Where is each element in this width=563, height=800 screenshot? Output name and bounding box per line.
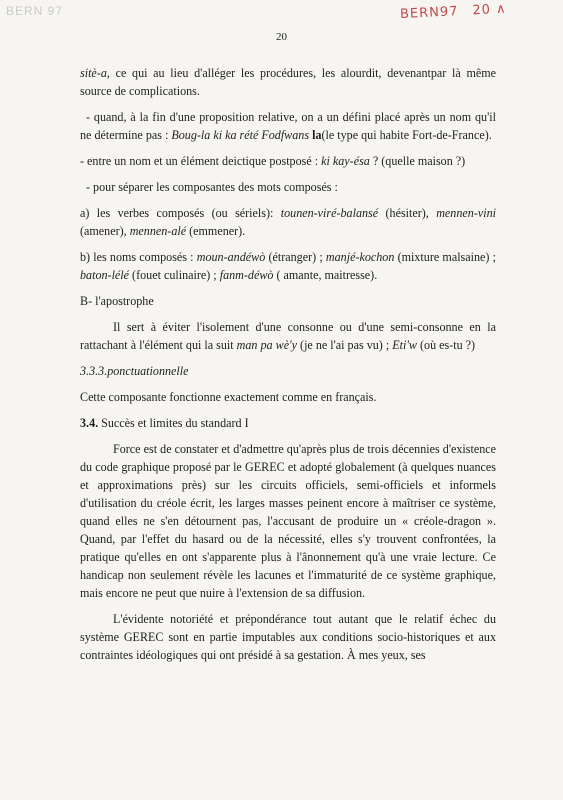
body-text bbox=[80, 64, 496, 672]
section-heading bbox=[80, 414, 496, 432]
subsection-heading: B- l'apostrophe bbox=[80, 294, 154, 308]
archive-annotation bbox=[400, 1, 521, 22]
creole-example: manjé-kochon bbox=[325, 250, 395, 264]
paragraph bbox=[80, 152, 496, 170]
faded-stamp: BERN 97 bbox=[6, 4, 64, 18]
creole-example: ki kay-ésa bbox=[321, 154, 370, 168]
paragraph: L'évidente notoriété et prépondérance tout autant que le relatif échec du système GEREC sont en partie imputables aux conditions socio-historiques et aux contraintes idéologiques qui ont présidé à sa gestation. À mes yeux, ses bbox=[80, 612, 496, 662]
text-run: ce qui au lieu d'alléger les procédures, les alourdit, devenantpar là même source de complications. bbox=[80, 66, 496, 98]
text-run: (hésiter), bbox=[378, 206, 437, 220]
paragraph bbox=[80, 204, 496, 240]
text-run: a) les verbes composés (ou sériels): bbox=[80, 206, 281, 220]
text-run: (étranger) ; bbox=[265, 250, 326, 264]
text-run: (amener), bbox=[80, 224, 130, 238]
paragraph bbox=[80, 64, 496, 100]
paragraph bbox=[80, 248, 496, 284]
creole-example: mennen-vini bbox=[436, 206, 496, 220]
archive-note: BERN97 bbox=[399, 4, 459, 23]
text-run: (mixture malsaine) ; bbox=[394, 250, 496, 264]
paragraph bbox=[80, 108, 496, 144]
creole-example: man pa wè'y bbox=[236, 338, 298, 352]
creole-example: baton-lélé bbox=[80, 268, 130, 282]
section-title: Succès et limites du standard I bbox=[98, 416, 249, 430]
emphasis: la bbox=[312, 128, 322, 142]
text-run: b) les noms composés : bbox=[80, 250, 197, 264]
text-run: (fouet culinaire) ; bbox=[129, 268, 220, 282]
creole-example: tounen-viré-balansé bbox=[280, 206, 379, 220]
text-run: (emmener). bbox=[186, 224, 246, 238]
creole-example: fanm-déwò bbox=[219, 268, 274, 282]
paragraph: - pour séparer les composantes des mots composés : bbox=[86, 180, 338, 194]
paragraph: Force est de constater et d'admettre qu'après plus de trois décennies d'existence du code graphique proposé par le GEREC et adopté globalement (à quelques nuances et approximations près) sur les circuits officiels, semi-officiels et informels d'utilisation du créole écrit, les larges masses peinent encore à maîtriser ce système, quand elles ne s'en détournent pas, l'accusant de produire un « créole-dragon ». Quand, par l'effet du hasard ou de la nécessité, elles s'y trouvent confrontées, la pratique qu'elles en ont s'apparente plus à l'ânonnement qu'à une vraie lecture. Ce handicap non seulement révèle les lacunes et l'immaturité de ce système graphique, mais encore ne peut que nuire à l'extension de sa diffusion. bbox=[80, 442, 496, 600]
paragraph bbox=[80, 318, 496, 354]
text-run: ? (quelle maison ?) bbox=[369, 154, 466, 168]
page-number: 20 bbox=[276, 31, 287, 43]
creole-example: sitè-a, bbox=[80, 66, 110, 80]
text-run: Il sert à éviter l'isolement d'une consonne ou d'une semi-consonne en la rattachant à l'élément qui la suit bbox=[80, 320, 496, 352]
text-run: - quand, à la fin d'une proposition relative, on a un défini placé après un nom qu'il ne détermine pas : bbox=[80, 110, 496, 142]
creole-example: Boug-la ki ka rété Fodfwans bbox=[171, 128, 313, 142]
subsection-heading: 3.3.3.ponctuationnelle bbox=[80, 364, 189, 378]
creole-example: Eti'w bbox=[392, 338, 417, 352]
text-run: ( amante, maitresse). bbox=[273, 268, 378, 282]
creole-example: moun-andéwò bbox=[196, 250, 266, 264]
archive-page: 20 ∧ bbox=[472, 1, 507, 19]
text-run: - entre un nom et un élément deictique postposé : bbox=[80, 154, 322, 168]
creole-example: mennen-alé bbox=[129, 224, 187, 238]
section-number: 3.4. bbox=[80, 416, 99, 430]
paragraph: Cette composante fonctionne exactement comme en français. bbox=[80, 390, 377, 404]
text-run: (le type qui habite Fort-de-France). bbox=[321, 128, 492, 142]
text-run: (je ne l'ai pas vu) ; bbox=[297, 338, 393, 352]
text-run: (où es-tu ?) bbox=[416, 338, 476, 352]
